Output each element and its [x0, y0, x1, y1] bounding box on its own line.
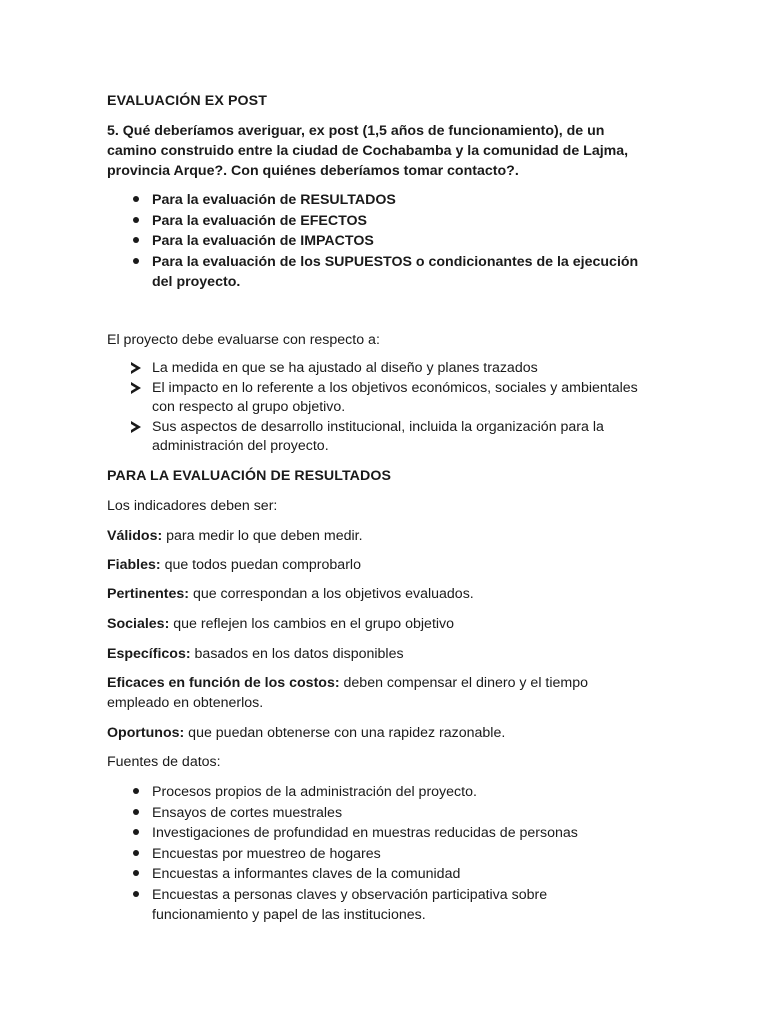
- bullet-icon: [129, 844, 143, 865]
- bullet-icon: [129, 231, 143, 252]
- intro-paragraph: El proyecto debe evaluarse con respecto a:: [107, 332, 380, 348]
- indicator-item: Pertinentes: que correspondan a los objetivos evaluados.: [107, 586, 474, 602]
- indicator-item: Oportunos: que puedan obtenerse con una rapidez razonable.: [107, 725, 506, 741]
- indicator-item: Válidos: para medir lo que deben medir.: [107, 528, 363, 544]
- indicator-item: Eficaces en función de los costos: deben compensar el dinero y el tiempo empleado en obtenerlos.: [107, 675, 589, 711]
- section-heading: PARA LA EVALUACIÓN DE RESULTADOS: [107, 468, 392, 484]
- list-item: Para la evaluación de EFECTOS: [107, 211, 647, 232]
- arrow-bullet-icon: [129, 360, 143, 380]
- question-text: 5. Qué deberíamos averiguar, ex post (1,5 años de funcionamiento), de un camino construido entre la ciudad de Cochabamba y la comunidad de Lajma, provincia Arque?. Con quiénes deberíamos tomar contacto?.: [107, 123, 629, 179]
- evaluation-types-list: [107, 190, 647, 293]
- list-item: Investigaciones de profundidad en muestras reducidas de personas: [107, 823, 647, 844]
- bullet-icon: [129, 211, 143, 232]
- indicator-item: Específicos: basados en los datos disponibles: [107, 646, 404, 662]
- sources-intro: Fuentes de datos:: [107, 754, 221, 770]
- arrow-bullet-icon: [129, 419, 143, 439]
- indicator-item: Sociales: que reflejen los cambios en el grupo objetivo: [107, 616, 455, 632]
- document-title: EVALUACIÓN EX POST: [107, 93, 267, 109]
- arrow-bullet-icon: [129, 380, 143, 400]
- indicators-intro: Los indicadores deben ser:: [107, 498, 278, 514]
- list-item: Para la evaluación de los SUPUESTOS o condicionantes de la ejecución del proyecto.: [107, 252, 647, 293]
- bullet-icon: [129, 864, 143, 885]
- bullet-icon: [129, 823, 143, 844]
- indicator-item: Fiables: que todos puedan comprobarlo: [107, 557, 361, 573]
- criteria-list: [107, 359, 647, 457]
- list-item: Ensayos de cortes muestrales: [107, 803, 647, 824]
- bullet-icon: [129, 803, 143, 824]
- bullet-icon: [129, 885, 143, 906]
- list-item: Para la evaluación de IMPACTOS: [107, 231, 647, 252]
- list-item: Encuestas por muestreo de hogares: [107, 844, 647, 865]
- list-item: Encuestas a informantes claves de la comunidad: [107, 864, 647, 885]
- bullet-icon: [129, 252, 143, 273]
- bullet-icon: [129, 190, 143, 211]
- list-item: Sus aspectos de desarrollo institucional, incluida la organización para la administración del proyecto.: [107, 418, 647, 457]
- list-item: Para la evaluación de RESULTADOS: [107, 190, 647, 211]
- list-item: Encuestas a personas claves y observación participativa sobre funcionamiento y papel de las instituciones.: [107, 885, 647, 926]
- list-item: El impacto en lo referente a los objetivos económicos, sociales y ambientales con respecto al grupo objetivo.: [107, 379, 647, 418]
- list-item: La medida en que se ha ajustado al diseño y planes trazados: [107, 359, 647, 379]
- sources-list: [107, 782, 647, 926]
- list-item: Procesos propios de la administración del proyecto.: [107, 782, 647, 803]
- bullet-icon: [129, 782, 143, 803]
